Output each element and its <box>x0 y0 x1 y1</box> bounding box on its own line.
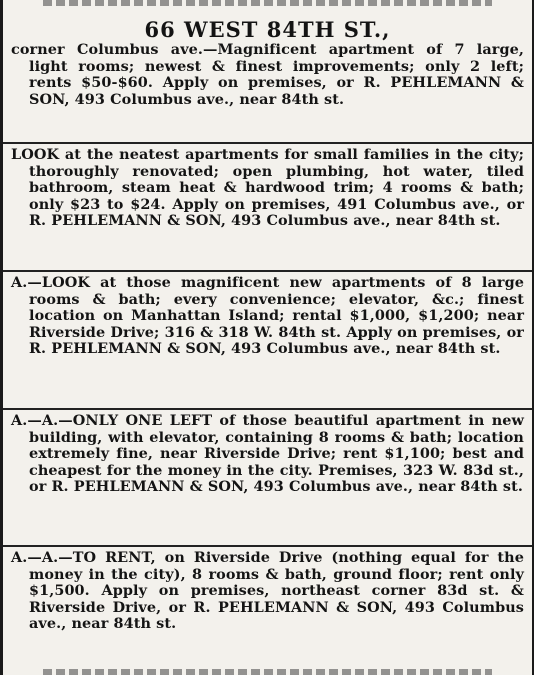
ad-divider <box>3 270 532 272</box>
classified-ad-5 <box>3 550 532 633</box>
ad-divider <box>3 142 532 144</box>
ad-body: A.—LOOK at those magnificent new apartments of 8 large rooms & bath; every convenience; elevator, &c.; finest location on Manhattan Island; rental $1,000, $1,200; near Riverside Drive; 316 & 318 W. 84th st. Apply on premises, or R. PEHLEMANN & SON, 493 Columbus ave., near 84th st. <box>11 274 524 358</box>
classified-ad-4 <box>3 413 532 496</box>
ad-body: A.—A.—TO RENT, on Riverside Drive (nothing equal for the money in the city), 8 rooms & bath, ground floor; rent only $1,500. Apply on premises, northeast corner 83d st. & Riverside Drive, or R. PEHLEMANN & SON, 493 Columbus ave., near 84th st. <box>11 549 524 633</box>
classified-ad-3 <box>3 275 532 358</box>
classified-ad-1 <box>3 18 532 108</box>
ad-divider <box>3 408 532 410</box>
ad-body: corner Columbus ave.—Magnificent apartment of 7 large, light rooms; newest & finest improvements; only 2 left; rents $50-$60. Apply on premises, or R. PEHLEMANN & SON, 493 Columbus ave., near 84th st. <box>11 41 524 108</box>
cut-off-text-top <box>43 0 492 6</box>
cut-off-text-bottom <box>43 669 492 675</box>
ad-body: A.—A.—ONLY ONE LEFT of those beautiful apartment in new building, with elevator, containing 8 rooms & bath; location extremely fine, near Riverside Drive; rent $1,100; best and cheapest for the money in the city. Premises, 323 W. 83d st., or R. PEHLEMANN & SON, 493 Columbus ave., near 84th st. <box>11 412 524 496</box>
ad-divider <box>3 545 532 547</box>
ad-headline: 66 WEST 84TH ST., <box>144 17 391 42</box>
classified-ad-2 <box>3 147 532 230</box>
ad-body: LOOK at the neatest apartments for small families in the city; thoroughly renovated; open plumbing, hot water, tiled bathroom, steam heat & hardwood trim; 4 rooms & bath; only $23 to $24. Apply on premises, 491 Columbus ave., or R. PEHLEMANN & SON, 493 Columbus ave., near 84th st. <box>11 146 524 230</box>
